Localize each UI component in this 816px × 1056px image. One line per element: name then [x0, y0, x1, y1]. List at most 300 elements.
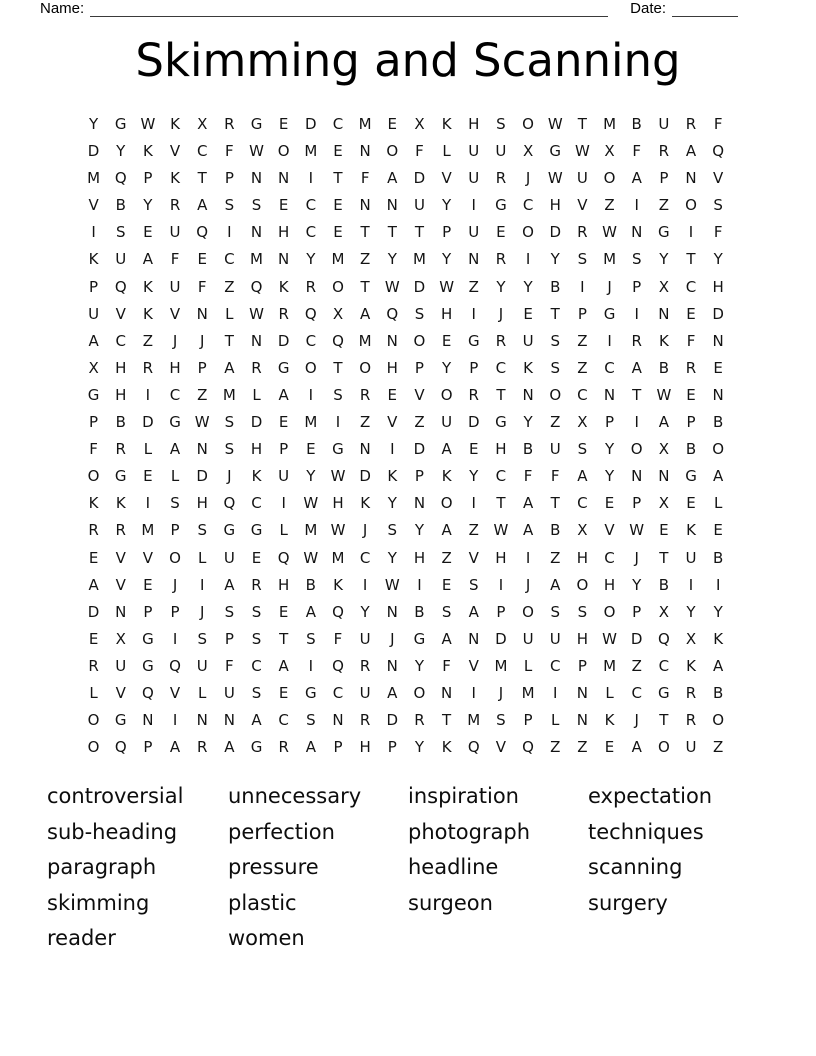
- grid-letter: G: [142, 656, 154, 675]
- grid-letter: K: [360, 494, 371, 513]
- grid-letter: L: [143, 440, 153, 459]
- grid-letter: N: [658, 304, 670, 323]
- grid-row: [80, 572, 732, 599]
- grid-letter: A: [197, 196, 208, 215]
- grid-letter: W: [547, 115, 563, 133]
- grid-letter: K: [604, 711, 615, 730]
- grid-letter: U: [169, 277, 181, 296]
- grid-letter: J: [227, 467, 232, 486]
- grid-letter: Z: [577, 331, 588, 350]
- grid-letter: Q: [277, 548, 290, 567]
- grid-letter: K: [686, 656, 696, 675]
- grid-letter: Z: [224, 277, 235, 296]
- grid-letter: O: [87, 711, 100, 730]
- grid-letter: I: [390, 440, 395, 459]
- grid-letter: A: [278, 656, 289, 675]
- grid-letter: I: [634, 413, 639, 432]
- grid-letter: N: [522, 385, 534, 404]
- grid-letter: R: [142, 358, 154, 377]
- grid-letter: T: [442, 711, 452, 730]
- grid-letter: W: [249, 142, 264, 161]
- grid-letter: C: [549, 656, 561, 675]
- grid-letter: D: [87, 602, 100, 621]
- grid-letter: P: [333, 738, 343, 757]
- grid-letter: M: [412, 250, 426, 269]
- grid-letter: Q: [332, 331, 344, 350]
- grid-letter: Y: [604, 440, 615, 459]
- grid-letter: N: [386, 196, 398, 215]
- grid-letter: C: [251, 494, 262, 513]
- word-list-item: surgery: [588, 890, 668, 915]
- grid-letter: K: [441, 738, 452, 757]
- grid-letter: W: [493, 521, 509, 540]
- grid-letter: B: [115, 413, 126, 432]
- grid-letter: L: [605, 683, 614, 702]
- grid-letter: R: [685, 683, 697, 702]
- grid-letter: P: [279, 440, 289, 459]
- grid-letter: R: [251, 575, 262, 594]
- grid-letter: X: [577, 521, 588, 540]
- grid-letter: K: [88, 494, 99, 513]
- grid-letter: Y: [632, 575, 642, 594]
- grid-letter: T: [686, 250, 696, 269]
- grid-letter: P: [496, 602, 506, 621]
- grid-letter: S: [550, 602, 560, 621]
- grid-letter: N: [468, 250, 480, 269]
- grid-letter: O: [440, 385, 453, 404]
- grid-letter: S: [577, 602, 588, 621]
- grid-letter: U: [468, 142, 480, 161]
- grid-letter: A: [305, 738, 316, 757]
- grid-letter: O: [413, 331, 426, 350]
- grid-letter: U: [576, 169, 588, 188]
- grid-letter: R: [224, 115, 235, 133]
- grid-letter: G: [87, 385, 100, 404]
- grid-letter: S: [577, 440, 588, 459]
- grid-letter: A: [169, 738, 181, 757]
- grid-letter: M: [521, 683, 535, 702]
- grid-letter: E: [713, 358, 723, 377]
- grid-letter: C: [631, 683, 642, 702]
- grid-letter: A: [278, 385, 289, 404]
- word-list-item: scanning: [588, 855, 683, 880]
- grid-letter: R: [196, 738, 208, 757]
- grid-letter: Q: [304, 304, 317, 323]
- grid-letter: W: [303, 548, 319, 567]
- grid-letter: X: [88, 358, 99, 377]
- grid-letter: I: [553, 683, 558, 702]
- grid-letter: Z: [658, 196, 669, 215]
- grid-letter: H: [115, 385, 127, 404]
- word-list-item: perfection: [228, 819, 335, 844]
- grid-letter: Z: [550, 548, 561, 567]
- grid-letter: H: [278, 575, 290, 594]
- grid-letter: P: [89, 413, 99, 432]
- grid-letter: O: [386, 142, 399, 161]
- grid-letter: W: [384, 575, 400, 594]
- grid-letter: E: [306, 440, 316, 459]
- grid-letter: P: [442, 223, 452, 242]
- grid-letter: Y: [686, 602, 696, 621]
- grid-letter: I: [634, 304, 639, 323]
- grid-letter: F: [197, 277, 207, 296]
- grid-letter: W: [249, 304, 264, 323]
- grid-letter: N: [712, 331, 724, 350]
- grid-letter: W: [330, 467, 346, 486]
- grid-letter: E: [469, 440, 479, 459]
- grid-letter: N: [576, 683, 588, 702]
- grid-letter: Q: [657, 629, 670, 648]
- grid-letter: C: [305, 331, 317, 350]
- grid-letter: H: [359, 738, 371, 757]
- grid-letter: W: [629, 521, 645, 540]
- grid-letter: S: [550, 331, 560, 350]
- grid-letter: J: [525, 169, 531, 188]
- grid-letter: E: [387, 115, 398, 133]
- grid-letter: B: [115, 196, 126, 215]
- grid-letter: M: [304, 413, 318, 432]
- grid-letter: D: [413, 440, 426, 459]
- grid-letter: L: [523, 656, 533, 675]
- grid-letter: L: [198, 683, 207, 702]
- grid-letter: V: [468, 656, 479, 675]
- grid-letter: W: [574, 142, 590, 161]
- grid-letter: Z: [360, 250, 371, 269]
- grid-letter: S: [387, 521, 398, 540]
- grid-letter: X: [658, 440, 669, 459]
- grid-letter: T: [279, 629, 289, 648]
- grid-letter: U: [169, 223, 181, 242]
- grid-letter: Z: [414, 413, 425, 432]
- grid-letter: G: [413, 629, 426, 648]
- grid-letter: A: [251, 711, 262, 730]
- grid-letter: Y: [604, 467, 615, 486]
- grid-letter: V: [387, 413, 398, 432]
- word-list-item: techniques: [588, 819, 704, 844]
- grid-letter: Q: [250, 277, 263, 296]
- grid-letter: V: [495, 738, 507, 757]
- grid-letter: Y: [306, 250, 316, 269]
- grid-letter: N: [332, 711, 344, 730]
- grid-letter: P: [577, 304, 587, 323]
- grid-letter: Y: [387, 250, 397, 269]
- grid-letter: I: [308, 385, 314, 404]
- grid-letter: M: [358, 115, 372, 133]
- grid-letter: P: [469, 358, 479, 377]
- grid-letter: D: [495, 629, 507, 648]
- grid-letter: U: [549, 629, 561, 648]
- grid-letter: P: [224, 169, 234, 188]
- grid-letter: O: [87, 738, 100, 757]
- grid-letter: T: [659, 711, 669, 730]
- grid-letter: B: [713, 413, 724, 432]
- grid-letter: H: [603, 575, 616, 594]
- grid-letter: C: [577, 385, 588, 404]
- grid-letter: A: [142, 250, 154, 269]
- grid-letter: N: [386, 331, 398, 350]
- grid-letter: K: [170, 115, 180, 133]
- grid-letter: F: [632, 142, 642, 161]
- grid-letter: O: [332, 277, 344, 296]
- grid-letter: Z: [550, 738, 561, 757]
- grid-letter: O: [522, 223, 534, 242]
- grid-letter: A: [631, 169, 642, 188]
- grid-letter: R: [88, 656, 99, 675]
- grid-letter: U: [278, 467, 290, 486]
- grid-letter: M: [603, 656, 617, 675]
- grid-letter: J: [362, 521, 368, 540]
- grid-letter: Z: [577, 738, 588, 757]
- grid-letter: E: [278, 602, 289, 621]
- grid-letter: D: [142, 413, 154, 432]
- grid-letter: G: [305, 683, 317, 702]
- grid-letter: V: [88, 196, 99, 215]
- grid-letter: O: [277, 142, 290, 161]
- grid-letter: K: [88, 250, 99, 269]
- grid-letter: L: [279, 521, 288, 540]
- grid-letter: I: [688, 575, 694, 594]
- grid-letter: S: [496, 711, 506, 730]
- grid-letter: W: [140, 115, 156, 133]
- grid-letter: C: [495, 358, 507, 377]
- grid-letter: G: [467, 331, 480, 350]
- grid-letter: U: [549, 440, 561, 459]
- grid-letter: Q: [141, 683, 154, 702]
- grid-letter: T: [224, 331, 234, 350]
- grid-letter: A: [441, 440, 452, 459]
- grid-letter: S: [224, 196, 235, 215]
- grid-letter: M: [250, 250, 263, 269]
- grid-letter: J: [607, 277, 612, 296]
- grid-letter: I: [471, 683, 476, 702]
- grid-letter: A: [305, 602, 316, 621]
- grid-letter: I: [525, 548, 531, 567]
- grid-letter: K: [387, 467, 398, 486]
- page-title: Skimming and Scanning: [135, 34, 681, 87]
- grid-letter: V: [115, 548, 126, 567]
- grid-letter: N: [685, 169, 697, 188]
- grid-letter: J: [498, 304, 504, 323]
- grid-letter: A: [441, 521, 452, 540]
- grid-row: [80, 734, 732, 761]
- grid-letter: N: [115, 602, 127, 621]
- grid-letter: P: [632, 602, 642, 621]
- grid-letter: S: [251, 683, 262, 702]
- grid-letter: A: [631, 738, 642, 757]
- grid-letter: H: [576, 548, 589, 567]
- grid-letter: T: [197, 169, 207, 188]
- grid-letter: A: [169, 440, 181, 459]
- grid-letter: A: [224, 358, 235, 377]
- grid-letter: R: [414, 711, 425, 730]
- grid-letter: U: [413, 196, 425, 215]
- grid-letter: T: [550, 304, 560, 323]
- grid-letter: S: [333, 385, 343, 404]
- grid-letter: R: [495, 169, 507, 188]
- grid-letter: T: [333, 169, 343, 188]
- grid-letter: K: [658, 331, 669, 350]
- grid-letter: I: [471, 494, 476, 513]
- grid-letter: P: [143, 738, 153, 757]
- grid-letter: C: [278, 711, 289, 730]
- grid-letter: F: [360, 169, 370, 188]
- grid-letter: V: [604, 521, 615, 540]
- grid-letter: C: [685, 277, 697, 296]
- grid-letter: R: [115, 440, 126, 459]
- grid-letter: C: [169, 385, 181, 404]
- grid-letter: I: [199, 575, 205, 594]
- grid-letter: I: [91, 223, 96, 242]
- grid-letter: R: [88, 521, 99, 540]
- grid-letter: Y: [713, 602, 723, 621]
- grid-letter: U: [115, 656, 127, 675]
- grid-letter: I: [580, 277, 585, 296]
- word-list-item: photograph: [408, 819, 531, 844]
- grid-letter: B: [550, 521, 561, 540]
- grid-letter: J: [634, 548, 639, 567]
- grid-letter: A: [522, 494, 534, 513]
- grid-letter: H: [332, 494, 344, 513]
- grid-row: [80, 328, 732, 355]
- grid-letter: M: [222, 385, 236, 404]
- word-list-item: surgeon: [408, 890, 493, 915]
- grid-letter: T: [496, 494, 506, 513]
- grid-letter: E: [333, 196, 343, 215]
- grid-letter: S: [115, 223, 126, 242]
- grid-letter: M: [331, 548, 345, 567]
- grid-letter: T: [496, 385, 506, 404]
- grid-letter: R: [305, 277, 317, 296]
- grid-letter: C: [604, 358, 615, 377]
- grid-letter: F: [89, 440, 98, 459]
- grid-letter: N: [250, 169, 263, 188]
- grid-letter: I: [172, 629, 178, 648]
- grid-letter: C: [332, 683, 344, 702]
- grid-letter: O: [304, 358, 317, 377]
- grid-letter: N: [223, 711, 235, 730]
- grid-letter: B: [305, 575, 316, 594]
- grid-letter: K: [441, 467, 452, 486]
- word-search-grid: [80, 111, 732, 761]
- name-date-row: [40, 0, 738, 17]
- grid-letter: O: [87, 467, 100, 486]
- grid-letter: Q: [114, 169, 127, 188]
- grid-letter: D: [467, 413, 480, 432]
- grid-letter: I: [172, 711, 178, 730]
- grid-letter: S: [197, 629, 207, 648]
- grid-letter: L: [551, 711, 560, 730]
- grid-letter: T: [577, 115, 587, 133]
- grid-letter: B: [658, 575, 669, 594]
- grid-letter: R: [685, 711, 697, 730]
- grid-letter: Q: [196, 223, 209, 242]
- grid-letter: C: [115, 331, 126, 350]
- grid-letter: L: [198, 548, 207, 567]
- word-list-item: inspiration: [408, 784, 519, 808]
- grid-letter: D: [413, 169, 426, 188]
- word-list-item: unnecessary: [228, 784, 362, 808]
- grid-letter: A: [713, 656, 724, 675]
- grid-letter: P: [659, 169, 669, 188]
- grid-letter: H: [413, 548, 426, 567]
- grid-letter: D: [196, 467, 208, 486]
- grid-letter: K: [170, 169, 180, 188]
- grid-letter: A: [387, 683, 398, 702]
- grid-letter: K: [142, 304, 153, 323]
- grid-letter: A: [468, 602, 479, 621]
- grid-letter: C: [604, 548, 615, 567]
- grid-letter: A: [441, 629, 452, 648]
- grid-letter: C: [251, 656, 262, 675]
- grid-letter: G: [603, 304, 616, 323]
- grid-letter: O: [522, 602, 534, 621]
- grid-letter: X: [197, 115, 208, 133]
- grid-letter: I: [607, 331, 612, 350]
- grid-letter: I: [471, 304, 476, 323]
- grid-letter: S: [306, 711, 316, 730]
- grid-letter: M: [603, 115, 617, 133]
- grid-letter: X: [658, 602, 669, 621]
- grid-letter: W: [656, 385, 672, 404]
- word-list-item: expectation: [588, 784, 713, 808]
- grid-letter: W: [439, 277, 455, 296]
- grid-letter: W: [547, 169, 563, 188]
- grid-letter: Q: [467, 738, 480, 757]
- grid-letter: Y: [414, 738, 425, 757]
- grid-letter: J: [634, 711, 639, 730]
- grid-letter: N: [386, 602, 398, 621]
- grid-letter: C: [577, 494, 588, 513]
- grid-letter: H: [278, 223, 290, 242]
- grid-letter: B: [631, 115, 642, 133]
- grid-letter: C: [224, 250, 235, 269]
- grid-letter: O: [549, 385, 562, 404]
- grid-letter: O: [712, 711, 725, 730]
- grid-letter: U: [115, 250, 127, 269]
- grid-letter: V: [441, 169, 452, 188]
- grid-letter: H: [386, 358, 398, 377]
- grid-letter: P: [197, 358, 207, 377]
- grid-letter: W: [602, 629, 617, 648]
- grid-letter: Y: [414, 656, 425, 675]
- grid-letter: K: [523, 358, 533, 377]
- grid-letter: F: [713, 223, 723, 242]
- grid-letter: H: [196, 494, 208, 513]
- grid-letter: R: [631, 331, 642, 350]
- grid-letter: A: [550, 575, 561, 594]
- grid-letter: Y: [143, 196, 153, 215]
- grid-letter: E: [278, 683, 289, 702]
- grid-letter: X: [577, 413, 588, 432]
- grid-letter: Y: [387, 494, 397, 513]
- grid-letter: P: [224, 629, 234, 648]
- grid-letter: S: [224, 602, 235, 621]
- grid-letter: N: [196, 711, 208, 730]
- grid-letter: E: [278, 196, 289, 215]
- grid-letter: N: [631, 467, 643, 486]
- grid-letter: I: [335, 413, 341, 432]
- grid-letter: E: [88, 629, 99, 648]
- grid-letter: C: [196, 142, 208, 161]
- grid-letter: U: [88, 304, 100, 323]
- grid-letter: A: [88, 331, 99, 350]
- grid-letter: I: [145, 494, 151, 513]
- grid-letter: S: [224, 440, 235, 459]
- grid-letter: S: [631, 250, 642, 269]
- grid-letter: O: [603, 602, 616, 621]
- grid-letter: I: [715, 575, 721, 594]
- grid-letter: B: [658, 358, 669, 377]
